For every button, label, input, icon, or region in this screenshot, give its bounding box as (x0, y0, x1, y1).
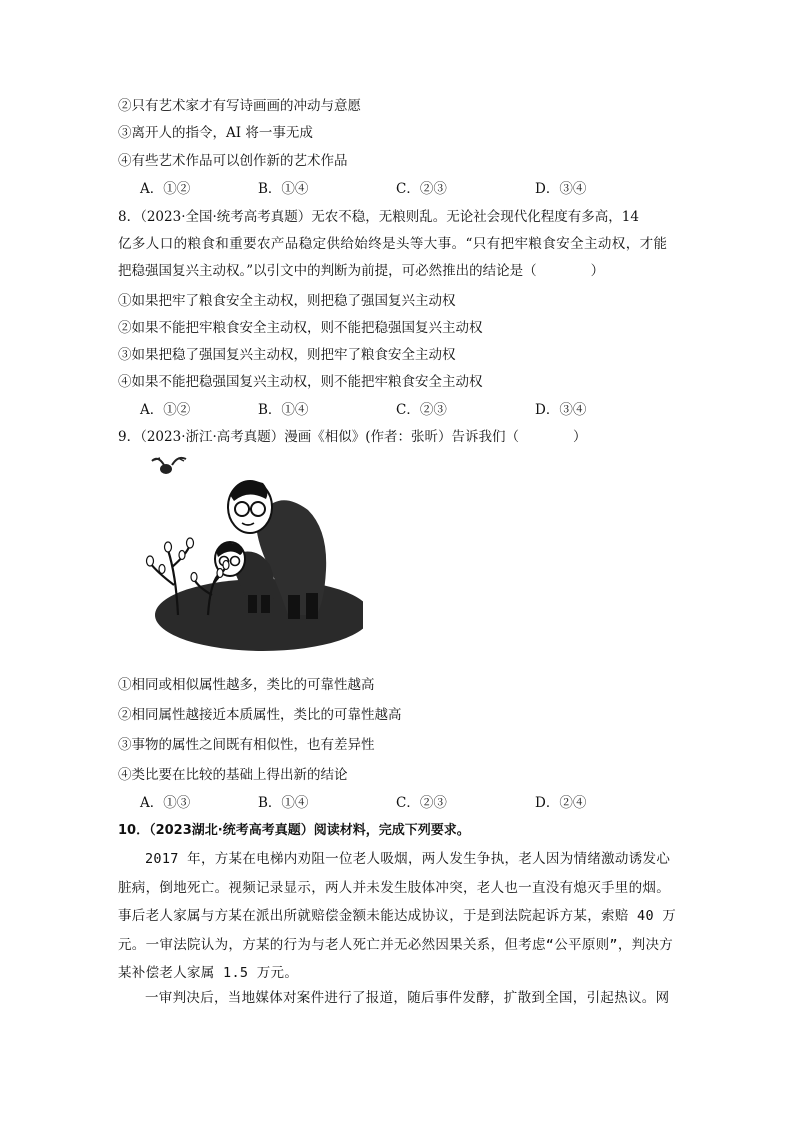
q7-option-d: D．③④ (535, 181, 587, 197)
q10-material-paragraph-1: 2017 年，方某在电梯内劝阻一位老人吸烟，两人发生争执，老人因为情绪激动诱发心脏病，倒地死亡。视频记录显示，两人并未发生肢体冲突，老人也一直没有熄灭手里的烟。事后老人家属与方某在派出所就赔偿金额未能达成协议，于是到法院起诉方某，索赔 40 万元。一审法院认为，方某的行为与老人死亡并无必然因果关系，但考虑“公平原则”，判决方某补偿老人家属 1.5 万元。 (118, 851, 677, 981)
q8-stem-line-2: 亿多人口的粮食和重要农产品稳定供给始终是头等大事。“只有把牢粮食安全主动权，才能 (118, 236, 668, 252)
q8-option-b: B．①④ (258, 402, 309, 418)
q9-option-b: B．①④ (258, 795, 309, 811)
q7-option-a: A．①② (140, 181, 191, 197)
q9-option-c: C．②③ (396, 795, 447, 811)
q9-title: 9．（2023·浙江·高考真题）漫画《相似》(作者：张昕）告诉我们（ ） (118, 429, 587, 445)
q8-stem-line-1: 8．（2023·全国·统考高考真题）无农不稳，无粮则乱。无论社会现代化程度有多高，14 (118, 209, 639, 225)
q9-statement-1: ①相同或相似属性越多，类比的可靠性越高 (118, 677, 375, 693)
q9-option-d: D．②④ (535, 795, 587, 811)
q7-statement-2: ②只有艺术家才有写诗画画的冲动与意愿 (118, 98, 361, 114)
q9-statement-4: ④类比要在比较的基础上得出新的结论 (118, 767, 348, 783)
cartoon-illustration (138, 455, 363, 655)
q9-option-a: A．①③ (140, 795, 191, 811)
q7-statement-3: ③离开人的指令，AI 将一事无成 (118, 125, 313, 141)
q8-stem-line-3: 把稳强国复兴主动权。”以引文中的判断为前提，可必然推出的结论是（ ） (118, 263, 605, 279)
q8-statement-3: ③如果把稳了强国复兴主动权，则把牢了粮食安全主动权 (118, 347, 456, 363)
q8-option-d: D．③④ (535, 402, 587, 418)
q10-material-paragraph-2: 一审判决后，当地媒体对案件进行了报道，随后事件发酵，扩散到全国，引起热议。网 (145, 990, 670, 1006)
q8-option-a: A．①② (140, 402, 191, 418)
q8-statement-4: ④如果不能把稳强国复兴主动权，则不能把牢粮食安全主动权 (118, 374, 483, 390)
q10-title: 10．（2023湖北·统考高考真题）阅读材料，完成下列要求。 (118, 823, 470, 838)
q8-statement-2: ②如果不能把牢粮食安全主动权，则不能把稳强国复兴主动权 (118, 320, 483, 336)
q8-statement-1: ①如果把牢了粮食安全主动权，则把稳了强国复兴主动权 (118, 293, 456, 309)
q7-option-b: B．①④ (258, 181, 309, 197)
q7-option-c: C．②③ (396, 181, 447, 197)
q8-option-c: C．②③ (396, 402, 447, 418)
q9-statement-2: ②相同属性越接近本质属性，类比的可靠性越高 (118, 707, 402, 723)
q9-statement-3: ③事物的属性之间既有相似性，也有差异性 (118, 737, 375, 753)
q7-statement-4: ④有些艺术作品可以创作新的艺术作品 (118, 153, 348, 169)
bird-icon (152, 458, 186, 474)
